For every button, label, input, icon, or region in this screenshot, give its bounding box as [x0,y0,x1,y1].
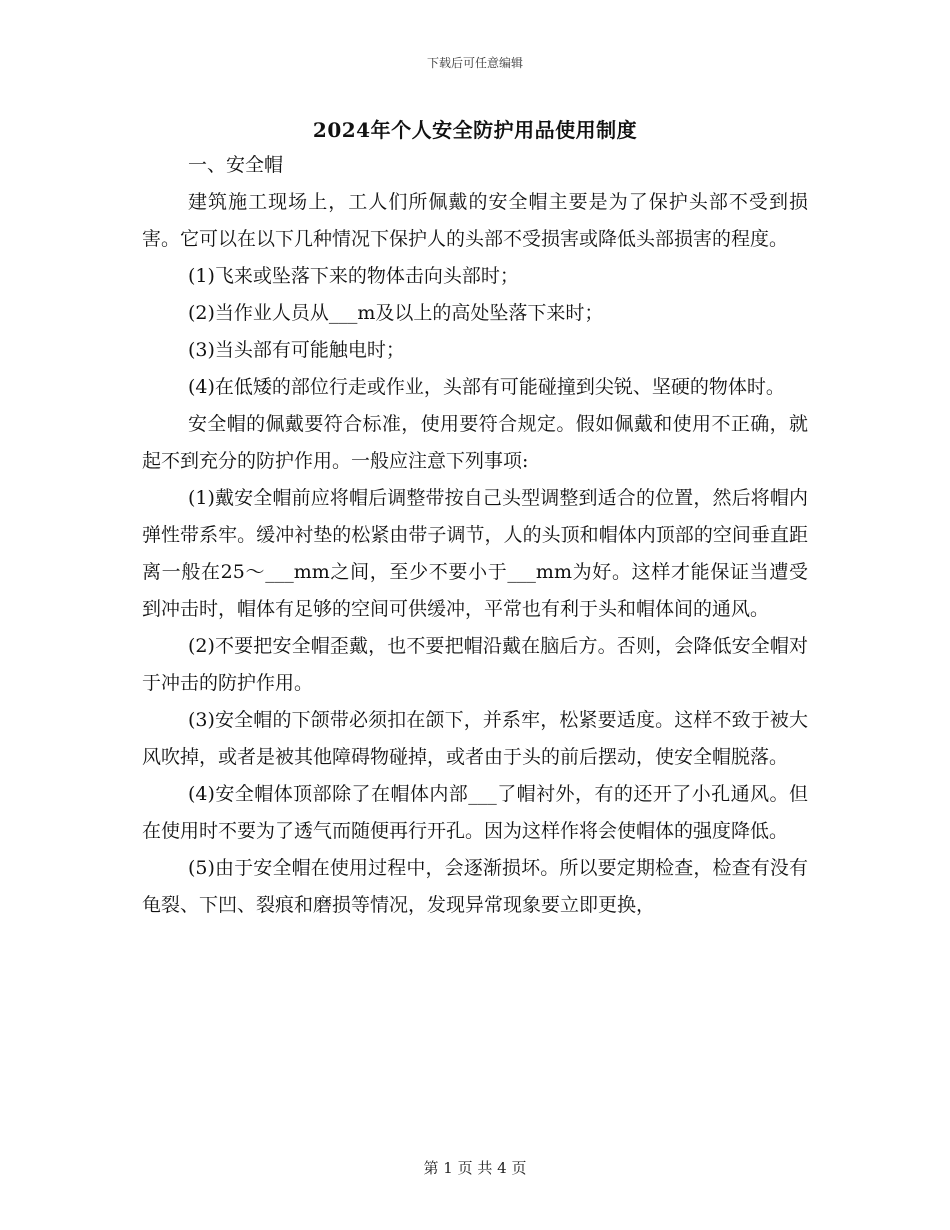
list-item: (3)安全帽的下颌带必须扣在颌下，并系牢，松紧要适度。这样不致于被大风吹掉，或者是被其他障碍物碰掉，或者由于头的前后摆动，使安全帽脱落。 [142,709,808,768]
section-heading: 一、安全帽 [188,154,284,176]
list-item: (4)安全帽体顶部除了在帽体内部___了帽衬外，有的还开了小孔通风。但在使用时不要为了透气而随便再行开孔。因为这样作将会使帽体的强度降低。 [142,783,808,842]
list-item: (4)在低矮的部位行走或作业，头部有可能碰撞到尖锐、坚硬的物体时。 [188,376,785,398]
list-item: (1)戴安全帽前应将帽后调整带按自己头型调整到适合的位置，然后将帽内弹性带系牢。缓冲衬垫的松紧由带子调节，人的头顶和帽体内顶部的空间垂直距离一般在25～___mm之间，至少不要小于___mm为好。这样才能保证当遭受到冲击时，帽体有足够的空间可供缓冲，平常也有利于头和帽体间的通风。 [142,487,808,620]
list-item: (5)由于安全帽在使用过程中，会逐渐损坏。所以要定期检查，检查有没有龟裂、下凹、裂痕和磨损等情况，发现异常现象要立即更换， [142,857,808,916]
header-note: 下载后可任意编辑 [426,56,523,70]
paragraph: 安全帽的佩戴要符合标准，使用要符合规定。假如佩戴和使用不正确，就起不到充分的防护作用。一般应注意下列事项: [142,413,808,472]
list-item: (2)当作业人员从___m及以上的高处坠落下来时； [188,302,604,324]
page-number: 第 1 页 共 4 页 [423,1159,527,1177]
list-item: (3)当头部有可能触电时； [188,339,405,361]
list-item: (2)不要把安全帽歪戴，也不要把帽沿戴在脑后方。否则，会降低安全帽对于冲击的防护作用。 [142,635,808,694]
document-body [142,147,808,924]
document-title: 2024年个人安全防护用品使用制度 [312,118,638,142]
paragraph: 建筑施工现场上，工人们所佩戴的安全帽主要是为了保护头部不受到损害。它可以在以下几种情况下保护人的头部不受损害或降低头部损害的程度。 [142,191,808,250]
list-item: (1)飞来或坠落下来的物体击向头部时； [188,265,519,287]
